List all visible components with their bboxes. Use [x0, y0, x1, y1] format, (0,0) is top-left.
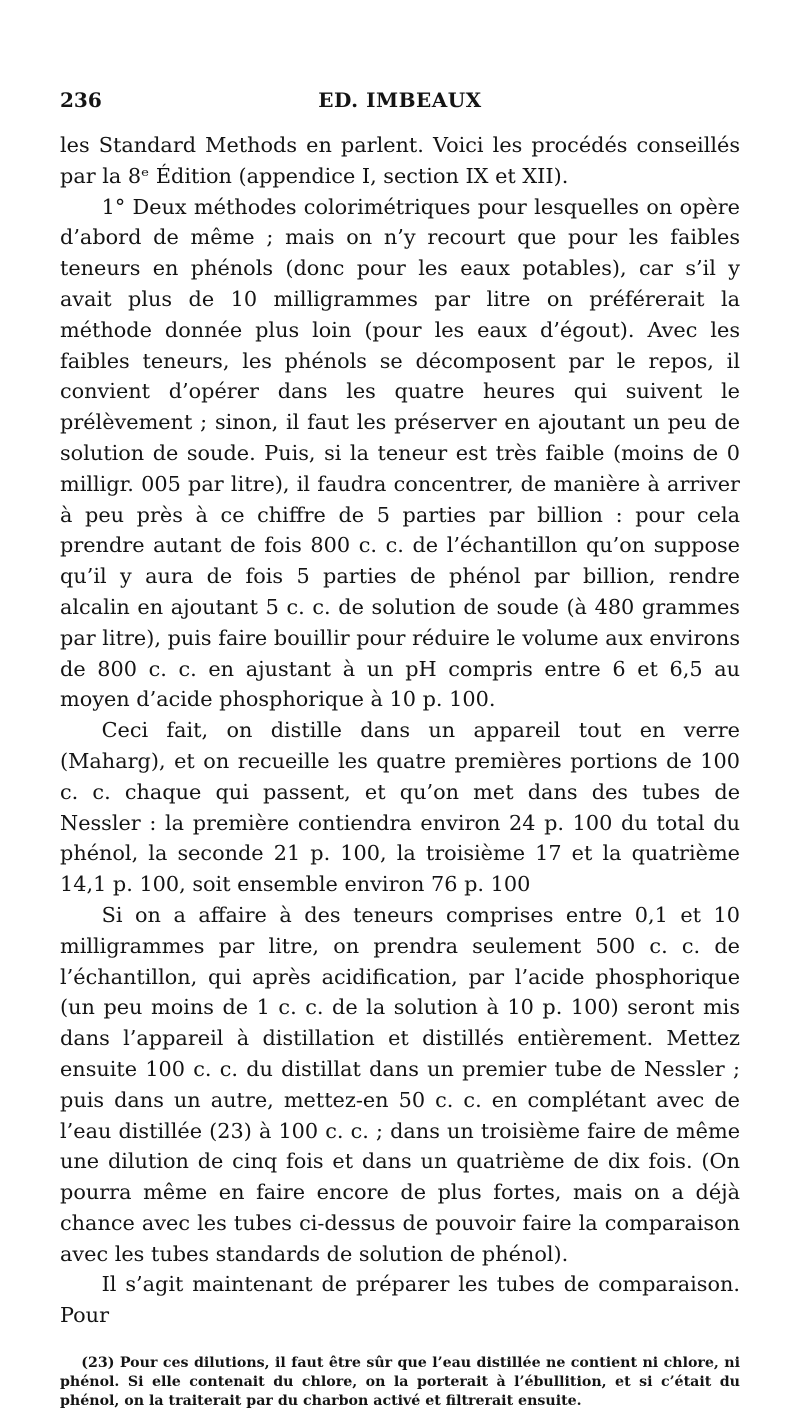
- page-number: 236: [60, 88, 102, 112]
- paragraph-comparison-tubes: Il s’agit maintenant de préparer les tubes de comparaison. Pour: [60, 1272, 740, 1328]
- footnote-divider: [60, 1347, 280, 1348]
- body-text: [60, 130, 740, 1331]
- running-title: ED. IMBEAUX: [318, 88, 482, 112]
- paragraph-colorimetric-methods: 1° Deux méthodes colorimétriques pour lesquelles on opère d’abord de même ; mais on n’y recourt que pour les faibles teneurs en phénols (donc pour les eaux potables), car s’il y avait plus de 10 milligrammes par litre on préférerait la méthode donnée plus loin (pour les eaux d’égout). Avec les faibles teneurs, les phénols se décomposent par le repos, il convient d’opérer dans les quatre heures qui suivent le prélèvement ; sinon, il faut les préserver en ajoutant un peu de solution de soude. Puis, si la teneur est très faible (moins de 0 milligr. 005 par litre), il faudra concentrer, de manière à arriver à peu près à ce chiffre de 5 parties par billion : pour cela prendre autant de fois 800 c. c. de l’échantillon qu’on suppose qu’il y aura de fois 5 parties de phénol par billion, rendre alcalin en ajoutant 5 c. c. de solution de soude (à 480 grammes par litre), puis faire bouillir pour réduire le volume aux environs de 800 c. c. en ajustant à un pH compris entre 6 et 6,5 au moyen d’acide phosphorique à 10 p. 100.: [60, 194, 740, 712]
- paragraph-higher-contents: Si on a affaire à des teneurs comprises entre 0,1 et 10 milligrammes par litre, on prendra seulement 500 c. c. de l’échantillon, qui après acidification, par l’acide phosphorique (un peu moins de 1 c. c. de la solution à 10 p. 100) seront mis dans l’appareil à distillation et distillés entièrement. Mettez ensuite 100 c. c. du distillat dans un premier tube de Nessler ; puis dans un autre, mettez-en 50 c. c. en complétant avec de l’eau distillée (23) à 100 c. c. ; dans un troisième faire de même une dilution de cinq fois et dans un quatrième de dix fois. (On pourra même en faire encore de plus fortes, mais on a déjà chance avec les tubes ci-dessus de pouvoir faire la comparaison avec les tubes standards de solution de phénol).: [60, 902, 740, 1266]
- book-page: [60, 88, 740, 1411]
- paragraph-distillation: Ceci fait, on distille dans un appareil tout en verre (Maharg), et on recueille les quatre premières portions de 100 c. c. chaque qui passent, et qu’on met dans des tubes de Nessler : la première contiendra environ 24 p. 100 du total du phénol, la seconde 21 p. 100, la troisième 17 et la quatrième 14,1 p. 100, soit ensemble environ 76 p. 100: [60, 718, 740, 897]
- paragraph-continuation: les Standard Methods en parlent. Voici les procédés conseillés par la 8ᵉ Édition (appendice I, section IX et XII).: [60, 133, 740, 188]
- page-header: [60, 88, 740, 118]
- footnote-23: (23) Pour ces dilutions, il faut être sûr que l’eau distillée ne contient ni chlore, ni phénol. Si elle contenait du chlore, on la porterait à l’ébullition, et si c’était du phénol, on la traiterait par du charbon activé et filtrerait ensuite.: [60, 1355, 740, 1410]
